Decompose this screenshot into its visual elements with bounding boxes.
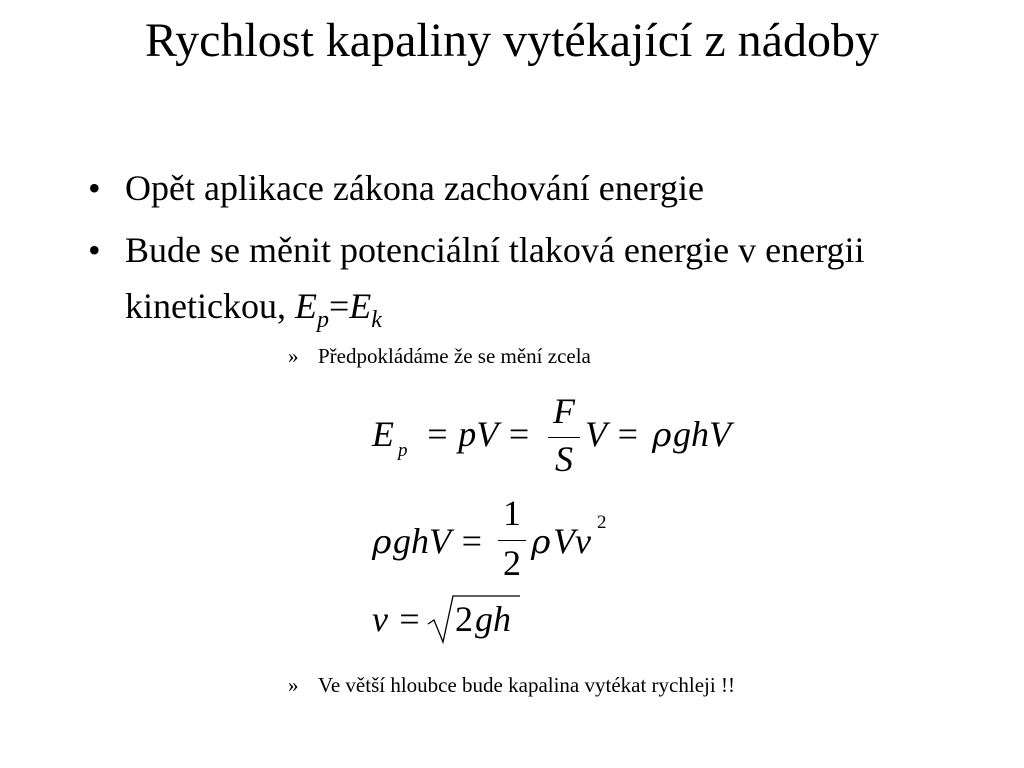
bullet-marker: • — [88, 168, 101, 208]
eq1-lhs-subscript: p — [398, 440, 408, 461]
eq1-fraction — [548, 390, 580, 480]
sub-bullet-marker: » — [288, 673, 299, 697]
eq2-fraction-numerator: 1 — [503, 493, 521, 533]
bullet-text: Opět aplikace zákona zachování energie — [125, 168, 705, 208]
eq3-radicand-number: 2 — [455, 599, 473, 639]
equals-sign: = — [328, 286, 350, 326]
eq2-fraction-denominator: 2 — [503, 543, 521, 583]
eq3-radicand: gh — [475, 599, 511, 639]
energy-subscript-p: p — [316, 307, 329, 333]
bullet-text: Bude se měnit potenciální tlaková energie v energii kinetickou, — [125, 230, 865, 326]
eq1-fraction-bar — [548, 437, 580, 438]
energy-symbol-kinetic: E — [349, 286, 372, 326]
eq2-lhs: ghV = — [393, 521, 484, 561]
eq1-part1: = pV = — [425, 414, 531, 454]
slide-title: Rychlost kapaliny vytékající z nádoby — [145, 14, 879, 67]
sub-bullet-conclusion — [288, 672, 735, 698]
eq2-fraction — [498, 492, 526, 582]
eq1-part2: V = — [585, 414, 640, 454]
eq3-lhs: v = — [372, 599, 422, 639]
eq1-fraction-numerator: F — [553, 391, 575, 431]
bullet-item — [88, 160, 948, 216]
energy-subscript-k: k — [371, 307, 382, 333]
eq1-rho: ρ — [652, 415, 672, 454]
bullet-item — [88, 222, 948, 348]
sub-bullet-text: Předpokládáme že se mění zcela — [318, 344, 591, 368]
eq2-fraction-bar — [498, 540, 526, 541]
bullet-marker: • — [88, 230, 101, 270]
sub-bullet-text: Ve větší hloubce bude kapalina vytékat rychleji !! — [318, 673, 735, 697]
sub-bullet-marker: » — [288, 344, 299, 368]
bullet-list — [88, 160, 948, 354]
eq1-lhs: E — [372, 414, 394, 454]
eq2-rho: ρ — [372, 522, 392, 561]
eq2-exponent: 2 — [597, 512, 607, 533]
sub-bullet-assumption — [288, 343, 591, 369]
energy-symbol-potential: E — [294, 286, 317, 326]
eq1-fraction-denominator: S — [555, 439, 573, 479]
eq2-rhs: Vv — [553, 521, 591, 561]
eq2-rho2: ρ — [531, 522, 551, 561]
eq1-part3: ghV — [673, 414, 731, 454]
